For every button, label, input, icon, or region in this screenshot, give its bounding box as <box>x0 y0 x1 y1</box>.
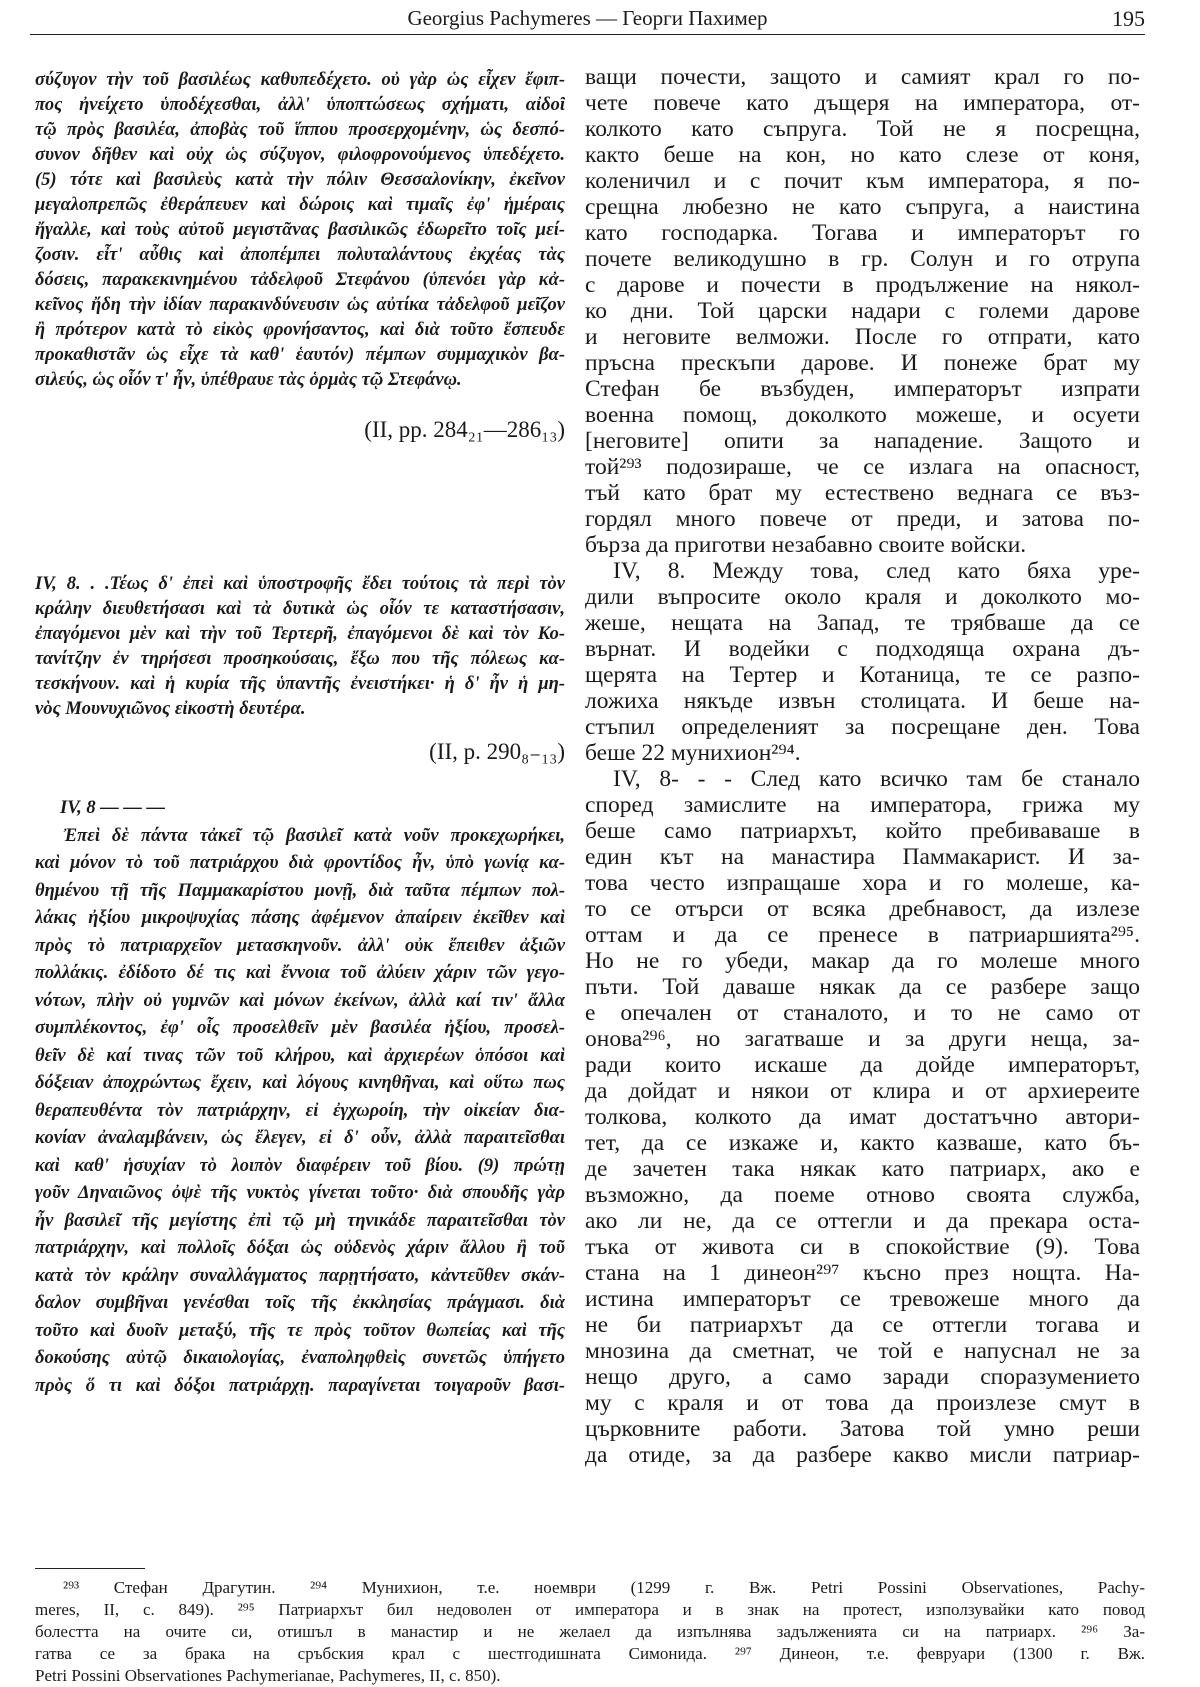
text-line: δόξειαν ἀποχρώντως ἔχειν, καὶ λόγους κινηθῆναι, καὶ οὕτω πως <box>35 1073 565 1093</box>
text-line: ζοσιν. εἶτ' αὖθις καὶ ἀποπέμπει πολυταλάντους ἐκχέας τὰς <box>35 245 565 265</box>
text-line: ἐπαγόμενοι μὲν καὶ τὴν τοῦ Τερτερῆ, ἐπαγόμενοι δὲ καὶ τὸν Κο- <box>35 624 565 644</box>
text-line: и неговите велможи. После го отпрати, като <box>585 324 1140 350</box>
text-line: това често изпращаше хора и го молеше, ка- <box>585 870 1140 896</box>
text-line: κράλην διευθετήσασι καὶ τὰ δυτικὰ ὡς οἷόν τε καταστήσασιν, <box>35 599 565 619</box>
text-line: τῷ πρὸς βασιλέα, ἀποβὰς τοῦ ἵππου προσερχομένην, ὡς δεσπό- <box>35 120 565 140</box>
text-line: нещо друго, а само заради споразумението <box>585 1364 1140 1390</box>
text-line: ко дни. Той царски надари с големи дарове <box>585 298 1140 324</box>
text-line: му с краля и от това да произлезе смут в <box>585 1390 1140 1416</box>
citation-2: (II, p. 290₈₋₁₃) <box>429 739 565 764</box>
citation-1: (II, pp. 284₂₁—286₁₃) <box>364 417 565 442</box>
text-line: ако ли не, да се оттегли и да прекара оста- <box>585 1208 1140 1234</box>
text-line: оттам и да се пренесе в патриаршията²⁹⁵. <box>585 922 1140 948</box>
text-line: де зачетен така някак като патриарх, ако е <box>585 1156 1140 1182</box>
text-line: онова²⁹⁶, но загатваше и за други неща, за- <box>585 1026 1140 1052</box>
greek-passage-2 <box>35 572 565 722</box>
text-line: δοκούσης αὐτῷ δικαιολογίας, ἐναποληφθεὶς συνετῶς ὑπήγετο <box>35 1348 565 1368</box>
text-line: е опечален от станалото, и то не само от <box>585 1000 1140 1026</box>
text-line: θημένου τῇ τῆς Παμμακαρίστου μονῇ, διὰ ταῦτα πέμπων πολ- <box>35 880 565 901</box>
text-line: върнат. И водейки с подходяща охрана дъ- <box>585 636 1140 662</box>
text-line: θεραπευθέντα τὸν πατριάρχην, εἰ ἐγχωροίη, τὴν οἰκείαν δια- <box>35 1100 565 1121</box>
text-line: θεῖν δὲ καί τινας τῶν τοῦ κλήρου, καὶ ἀρχιερέων ὁπόσοι καὶ <box>35 1045 565 1066</box>
greek-passage-3 <box>35 795 565 1400</box>
text-line: νὸς Μουνυχιῶνος εἰκοστὴ δευτέρα. <box>35 699 306 719</box>
text-line: един кът на манастира Паммакарист. И за- <box>585 844 1140 870</box>
text-line: meres, II, с. 849). ²⁹⁵ Патриархът бил недоволен от императора и в знак на протест, използувайки като повод <box>35 1600 1145 1619</box>
text-line: дили въпросите около краля и доколкото мо- <box>585 584 1140 610</box>
text-line: IV, 8- - - След като всичко там бе станало <box>613 766 1140 792</box>
text-line: не би патриархът да се оттегли тогава и <box>585 1312 1140 1338</box>
text-line: πρὸς ὅ τι καὶ δόξοι πατριάρχῃ. παραγίνεται τοιγαροῦν βασι- <box>35 1375 565 1396</box>
text-line: коленичил и с почит към императора, я по- <box>585 168 1140 194</box>
text-line: ²⁹³ Стефан Драгутин. ²⁹⁴ Мунихион, т.е. ноември (1299 г. Вж. Petri Possini Observationes, Pachy- <box>63 1578 1145 1597</box>
text-line: νότων, πλὴν οὐ γυμνῶν καὶ μόνων ἐκείνων, ἀλλὰ καί τιν' ἄλλα <box>35 990 565 1011</box>
text-line: πολλάκις. ἐδίδοτο δέ τις καὶ ἔννοια τοῦ ἀλύειν χάριν τῶν γεγο- <box>35 963 565 983</box>
text-line: беше 22 мунихион²⁹⁴. <box>585 740 801 766</box>
text-line: τοῦτο καὶ δυοῖν μεταξύ, τῆς τε πρὸς τοῦτον θωπείας καὶ τῆς <box>35 1320 565 1341</box>
text-line: чете повече като дъщеря на императора, от- <box>585 90 1140 116</box>
text-line: Но не го убеди, макар да го молеше много <box>585 948 1140 974</box>
bulgarian-translation <box>585 64 1140 1468</box>
text-line: гордял много повече от преди, и затова по- <box>585 506 1140 532</box>
text-line: σύζυγον τὴν τοῦ βασιλέως καθυπεδέχετο. οὐ γὰρ ὡς εἶχεν ἔφιπ- <box>35 70 565 90</box>
text-line: IV, 8. Между това, след като бяха уре- <box>613 558 1140 584</box>
text-line: тет, да се изкаже и, както казваше, като бъ- <box>585 1130 1140 1156</box>
text-line: ἤγαλλε, καὶ τοὺς αὐτοῦ μεγιστᾶνας βασιλικῶς ἐδωρεῖτο τοῖς μεί- <box>35 220 565 240</box>
text-line: προκαθιστᾶν ὡς εἶχε τὰ καθ' ἑαυτόν) πέμπων συμμαχικὸν βα- <box>35 345 565 365</box>
running-title: Georgius Pachymeres — Георги Пахимер <box>407 6 768 30</box>
text-line: бърза да приготви незабавно своите войски. <box>585 532 1027 558</box>
text-line: гатва се за брака на сръбския крал с шестгодишната Симонида. ²⁹⁷ Динеон, т.е. февруари (1300 г. Вж. <box>35 1644 1145 1663</box>
passage-heading: IV, 8 — — — <box>60 798 166 818</box>
text-line: μεγαλοπρεπῶς ἐθεράπευεν καὶ δώροις καὶ τιμαῖς ἐφ' ἡμέραις <box>35 195 565 215</box>
greek-passage-1 <box>35 68 565 393</box>
text-line: τανίτζην ἐν τηρήσεσι προσηκούσαις, ἔξω που τῆς πόλεως κα- <box>35 649 565 669</box>
text-line: κατὰ τὸν κράλην συναλλάγματος παρῃτήσατο, κἀντεῦθεν σκάν- <box>35 1265 565 1286</box>
text-line: тъка от живота си в спокойствие (9). Това <box>585 1234 1140 1260</box>
text-line: ващи почести, защото и самият крал го по- <box>585 64 1140 90</box>
text-line: ἢ πρότερον κατὰ τὸ εἰκὸς φρονήσαντος, καὶ διὰ τοῦτο ἔσπευδε <box>35 320 565 340</box>
text-line: πος ἠνείχετο ὑποδέχεσθαι, ἀλλ' ὑποπτώσεως σχήματι, αἰδοῖ <box>35 95 565 115</box>
text-line: да отиде, за да разбере какво мисли патриар- <box>585 1442 1140 1468</box>
text-line: църковните работи. Затова той умно реши <box>585 1416 1140 1442</box>
text-line: πρὸς τὸ πατριαρχεῖον μετασκηνοῦν. ἀλλ' οὐκ ἔπειθεν ἀξιῶν <box>35 935 565 956</box>
text-line: военна помощ, доколкото можеше, и осуети <box>585 402 1140 428</box>
footnotes <box>35 1568 1145 1687</box>
text-line: IV, 8. . .Τέως δ' ἐπεὶ καὶ ὑποστροφῆς ἔδει τούτοις τὰ περὶ τὸν <box>35 574 565 594</box>
text-line: κονίαν ἀναλαμβάνειν, ὡς ἔλεγεν, εἰ δ' οὖν, ἀλλὰ παραιτεῖσθαι <box>35 1128 565 1148</box>
text-line: пръсна прескъпи дарове. И понеже брат му <box>585 350 1140 376</box>
text-line: δαλον συμβῆναι γενέσθαι τοῖς τῆς ἐκκλησίας πράγμασι. διὰ <box>35 1293 565 1313</box>
text-line: пъти. Той даваше някак да се разбере защо <box>585 974 1140 1000</box>
text-line: както беше на кон, но като слезе от коня, <box>585 142 1140 168</box>
text-line: беше само патриархът, който пребиваваше в <box>585 818 1140 844</box>
text-line: σιλεύς, ὡς οἷόν τ' ἦν, ὑπέθραυε τὰς ὁρμὰς τῷ Στεφάνῳ. <box>35 370 462 390</box>
running-header <box>30 4 1145 35</box>
text-line: λάκις ἠξίου μικροψυχίας πάσης ἀφέμενον ἀπαίρειν ἐκεῖθεν καὶ <box>35 908 565 928</box>
text-line: καὶ καθ' ἡσυχίαν τὸ λοιπὸν διαφέρειν τοῦ βίου. (9) πρώτῃ <box>35 1155 565 1176</box>
text-line: γοῦν Δηναιῶνος ὀψὲ τῆς νυκτὸς γίνεται τοῦτο· διὰ σπουδῆς γὰρ <box>35 1183 565 1203</box>
text-line: πατριάρχην, καὶ πολλοῖς δόξαι ὡς οὐδενὸς χάριν ἄλλου ἢ τοῦ <box>35 1238 565 1258</box>
text-line: ложиха някъде извън столицата. И беше на- <box>585 688 1140 714</box>
text-line: срещна любезно не като съпруга, а наистина <box>585 194 1140 220</box>
text-line: според замислите на императора, грижа му <box>585 792 1140 818</box>
page-number: 195 <box>1112 6 1145 31</box>
text-line: толкова, колкото да имат достатъчно автори- <box>585 1104 1140 1130</box>
text-line: той²⁹³ подозираше, че се излага на опасност, <box>585 454 1140 480</box>
text-line: Стефан бе възбуден, императорът изпрати <box>585 376 1140 402</box>
text-line: с дарове и почести в продължение на някол- <box>585 272 1140 298</box>
text-line: стана на 1 динеон²⁹⁷ късно през нощта. На- <box>585 1260 1140 1286</box>
footnote-rule <box>35 1568 145 1569</box>
text-line: Petri Possini Observationes Pachymerianae, Pachymeres, II, с. 850). <box>35 1666 501 1685</box>
text-line: като господарка. Тогава и императорът го <box>585 220 1140 246</box>
text-line: стъпил определеният за посрещане ден. Това <box>585 714 1140 740</box>
text-line: болестта на очите си, отишъл в манастир и не желаел да изпълнява задълженията си на патриарх. ²⁹⁶ За- <box>35 1622 1145 1641</box>
text-line: възможно, да поеме отново своята служба, <box>585 1182 1140 1208</box>
text-line: Ἐπεὶ δὲ πάντα τἀκεῖ τῷ βασιλεῖ κατὰ νοῦν προκεχωρήκει, <box>63 825 565 846</box>
text-line: почете великодушно в гр. Солун и го отрупа <box>585 246 1140 272</box>
text-line: καὶ μόνον τὸ τοῦ πατριάρχου διὰ φροντίδος ἦν, ὑπὸ γωνίᾳ κα- <box>35 853 565 873</box>
text-line: истина императорът се тревожеше много да <box>585 1286 1140 1312</box>
text-line: κεῖνος ἤδη τὴν ἰδίαν παρακινδύνευσιν ὡς αὐτίκα τἀδελφοῦ μεῖζον <box>35 295 565 315</box>
text-line: ради които искаше да дойде императорът, <box>585 1052 1140 1078</box>
text-line: колкото като съпруга. Той не я посрещна, <box>585 116 1140 142</box>
text-line: щерята на Тертер и Котаница, те се разпо- <box>585 662 1140 688</box>
text-line: да дойдат и някои от клира и от архиереите <box>585 1078 1140 1104</box>
text-line: συνον δῆθεν καὶ οὐχ ὡς σύζυγον, φιλοφρονούμενος ὑπεδέχετο. <box>35 145 565 165</box>
text-line: тъй като брат му естествено веднага се въз- <box>585 480 1140 506</box>
text-line: [неговите] опити за нападение. Защото и <box>585 428 1140 454</box>
text-line: жеше, нещата на Запад, те трябваше да се <box>585 610 1140 636</box>
text-line: δόσεις, παρακεκινημένου τἀδελφοῦ Στεφάνου (ὑπενόει γὰρ κἀ- <box>35 270 565 290</box>
text-line: τεσκήνουν. καὶ ἡ κυρία τῆς ὑπαντῆς ἐνειστήκει· ἡ δ' ἦν ἡ μη- <box>35 674 565 694</box>
text-line: то се отърси от всяка дребнавост, да излезе <box>585 896 1140 922</box>
text-line: ἦν βασιλεῖ τῆς μεγίστης ἐπὶ τῷ μὴ τηνικάδε παραιτεῖσθαι τὸν <box>35 1210 565 1231</box>
text-line: (5) τότε καὶ βασιλεὺς κατὰ τὴν πόλιν Θεσσαλονίκην, ἐκεῖνον <box>35 170 565 190</box>
text-line: συμπλέκοντος, ἐφ' οἷς προσελθεῖν μὲν βασιλέα ἠξίου, προσελ- <box>35 1018 565 1038</box>
text-line: мнозина да сметнат, че той е напуснал не за <box>585 1338 1140 1364</box>
